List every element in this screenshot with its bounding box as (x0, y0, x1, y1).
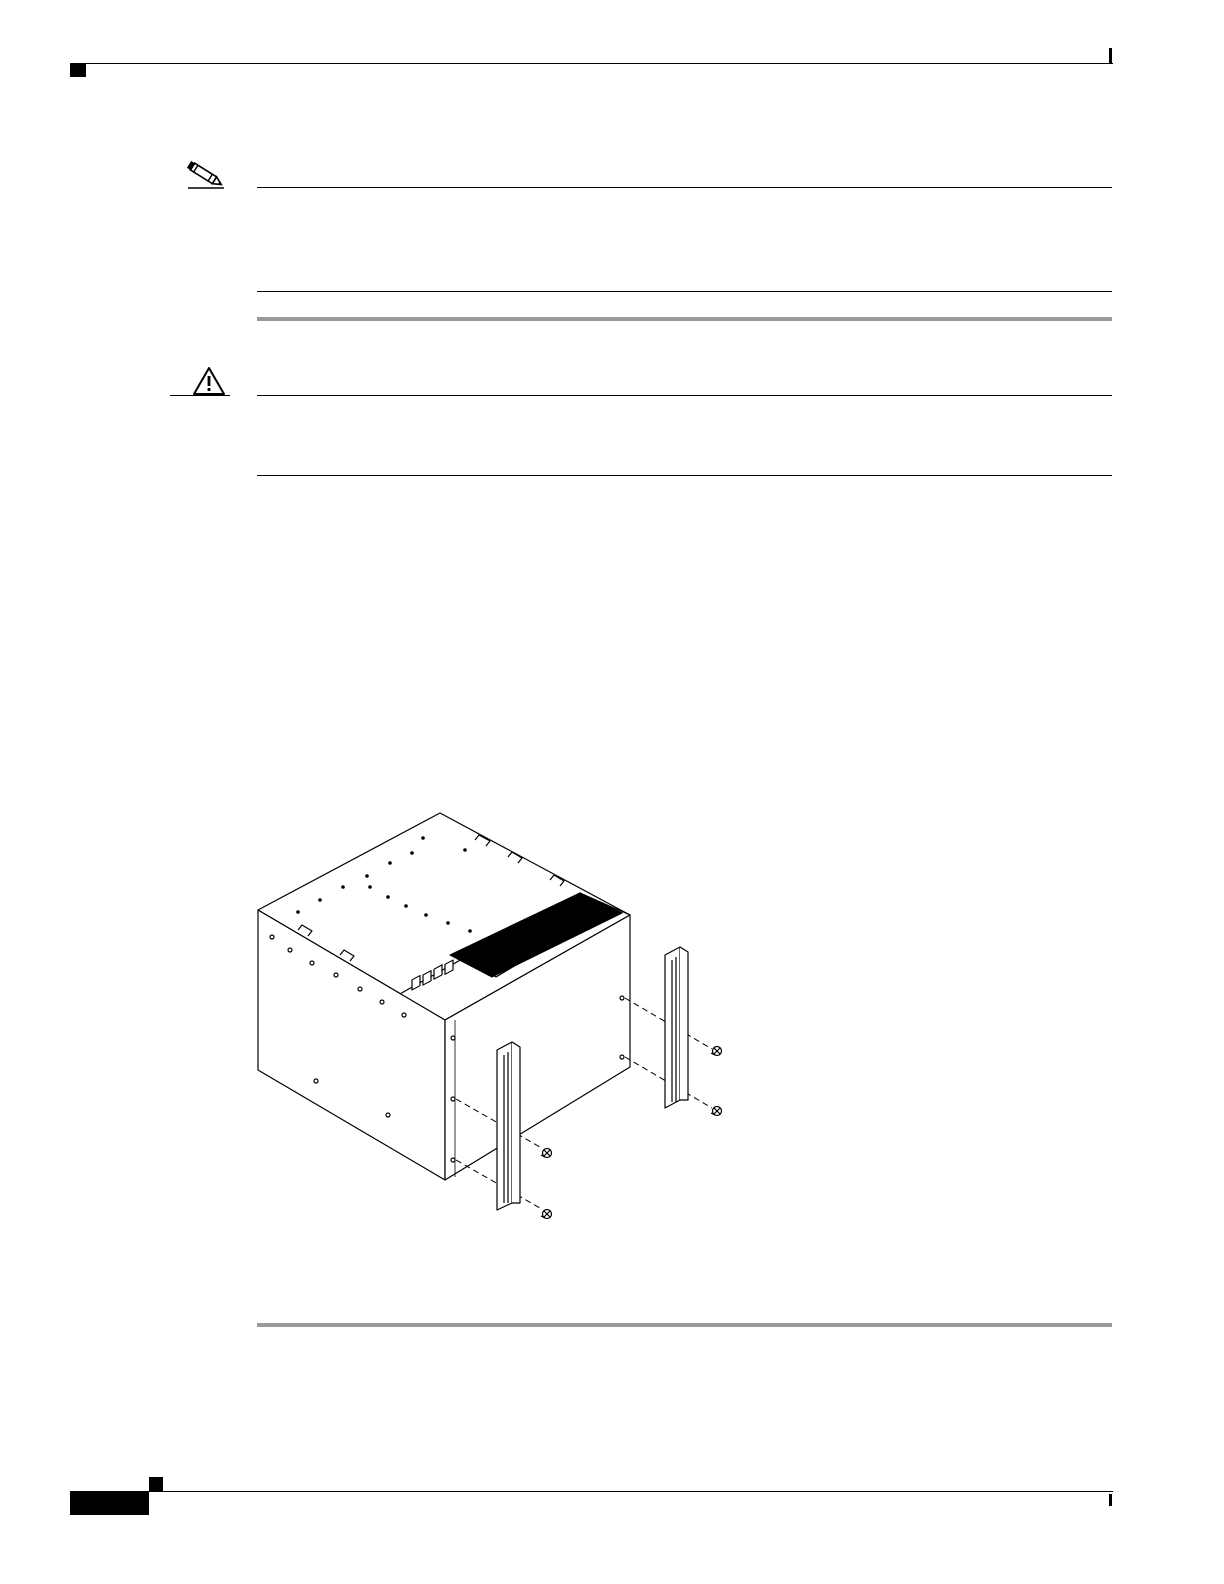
mounting-bracket-left (497, 1042, 520, 1210)
section-divider-bottom (257, 1323, 1112, 1327)
caution-text-line (257, 420, 1112, 434)
note-text-line-1 (257, 210, 1112, 224)
pencil-icon (184, 160, 228, 190)
header-square-marker (70, 63, 86, 77)
header-rule (70, 63, 1113, 64)
footer-page-tab (70, 1491, 149, 1515)
caution-icon-rule (170, 395, 230, 396)
section-divider-top (257, 317, 1112, 321)
footer-square-marker (149, 1477, 163, 1491)
caution-bottom-rule (257, 475, 1112, 476)
caution-top-rule (257, 395, 1112, 396)
note-text-line-2 (257, 240, 1112, 254)
footer-rule (149, 1491, 1113, 1492)
warning-triangle-icon (192, 366, 226, 396)
note-bottom-rule (257, 291, 1112, 292)
chassis-bracket-figure (250, 805, 770, 1225)
mounting-bracket-right (665, 947, 688, 1108)
note-top-rule (257, 187, 1112, 188)
header-right-tick (1109, 48, 1112, 64)
footer-right-tick (1109, 1494, 1112, 1506)
